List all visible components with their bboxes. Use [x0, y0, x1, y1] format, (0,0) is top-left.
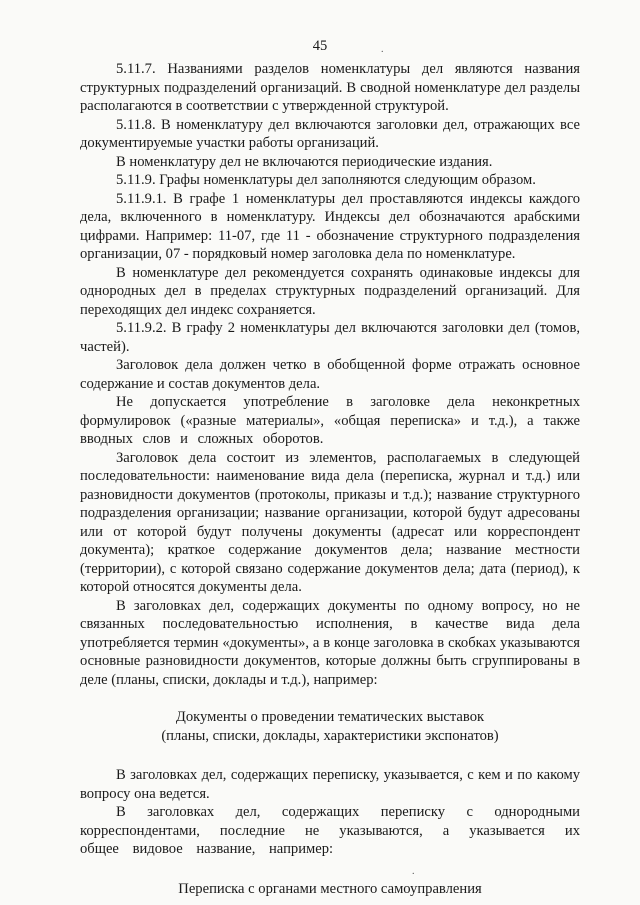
paragraph-not-allowed: Не допускается употребление в заголовке дела неконкретных формулировок («разные материалы», «общая переписка» и т.д.), а также вводных слов и сложных оборотов. — [80, 394, 580, 447]
paragraph-5-11-9-2: 5.11.9.2. В графу 2 номенклатуры дел включаются заголовки дел (томов, частей). — [80, 320, 580, 355]
scan-mark-bottom: . — [412, 866, 415, 877]
paragraph-periodicals: В номенклатуру дел не включаются периодические издания. — [116, 153, 493, 170]
scan-mark-top: . — [381, 44, 384, 55]
paragraph-5-11-9-1: 5.11.9.1. В графе 1 номенклатуры дел проставляются индексы каждого дела, включенного в номенклатуру. Индексы дел обозначаются арабскими цифрами. Например: 11-07, где 11 - обозначение структурного подразделения организации, 07 - порядковый номер заголовка дела по номенклатуре. — [80, 190, 580, 262]
paragraph-title-elements: Заголовок дела состоит из элементов, располагаемых в следующей последовательности: наименование вида дела (переписка, журнал и т.д.) или разновидности документов (протоколы, приказы и т.д.); название структурного подразделения организации; название организации, которой будут адресованы или от которой будут получены документы (адресат или корреспондент документа); краткое содержание документов дела; название местности (территории), с которой связано содержание документов дела; дата (период), к которой относятся документы дела. — [80, 449, 580, 595]
paragraph-indexes: В номенклатуре дел рекомендуется сохранять одинаковые индексы для однородных дел в пределах структурных подразделений организаций. Для переходящих дел индекс сохраняется. — [80, 264, 580, 318]
example-correspondence — [80, 880, 580, 899]
paragraph-5-11-8: 5.11.8. В номенклатуру дел включаются заголовки дел, отражающих все документируемые участки работы организаций. — [80, 116, 580, 151]
paragraph-5-11-7: 5.11.7. Названиями разделов номенклатуры дел являются названия структурных подразделений организаций. В сводной номенклатуре дел разделы располагаются в соответствии с утвержденной структурой. — [80, 61, 580, 114]
paragraph-title-content: Заголовок дела должен четко в обобщенной форме отражать основное содержание и состав документов дела. — [80, 357, 580, 392]
example-exhibitions-line-2: (планы, списки, доклады, характеристики экспонатов) — [161, 727, 499, 744]
example-exhibitions — [80, 708, 580, 745]
page-number: 45 — [312, 38, 328, 54]
paragraph-documents-term: В заголовках дел, содержащих документы по одному вопросу, но не связанных последовательностью исполнения, в качестве вида дела употребляется термин «документы», а в конце заголовка в скобках указываются основные разновидности документов, которые должны быть сгруппированы в деле (планы, списки, доклады и т.д.), например: — [80, 597, 580, 688]
document-body — [80, 60, 580, 898]
paragraph-5-11-9: 5.11.9. Графы номенклатуры дел заполняются следующим образом. — [116, 172, 536, 188]
paragraph-correspondents: В заголовках дел, содержащих переписку с однородными корреспондентами, последние не указываются, а указывается их общее видовое название, например: — [80, 804, 580, 857]
example-correspondence-line-1: Переписка с органами местного самоуправления — [178, 880, 482, 897]
paragraph-correspondence: В заголовках дел, содержащих переписку, указывается, с кем и по какому вопросу она ведется. — [80, 767, 580, 802]
example-exhibitions-line-1: Документы о проведении тематических выставок — [175, 709, 485, 725]
